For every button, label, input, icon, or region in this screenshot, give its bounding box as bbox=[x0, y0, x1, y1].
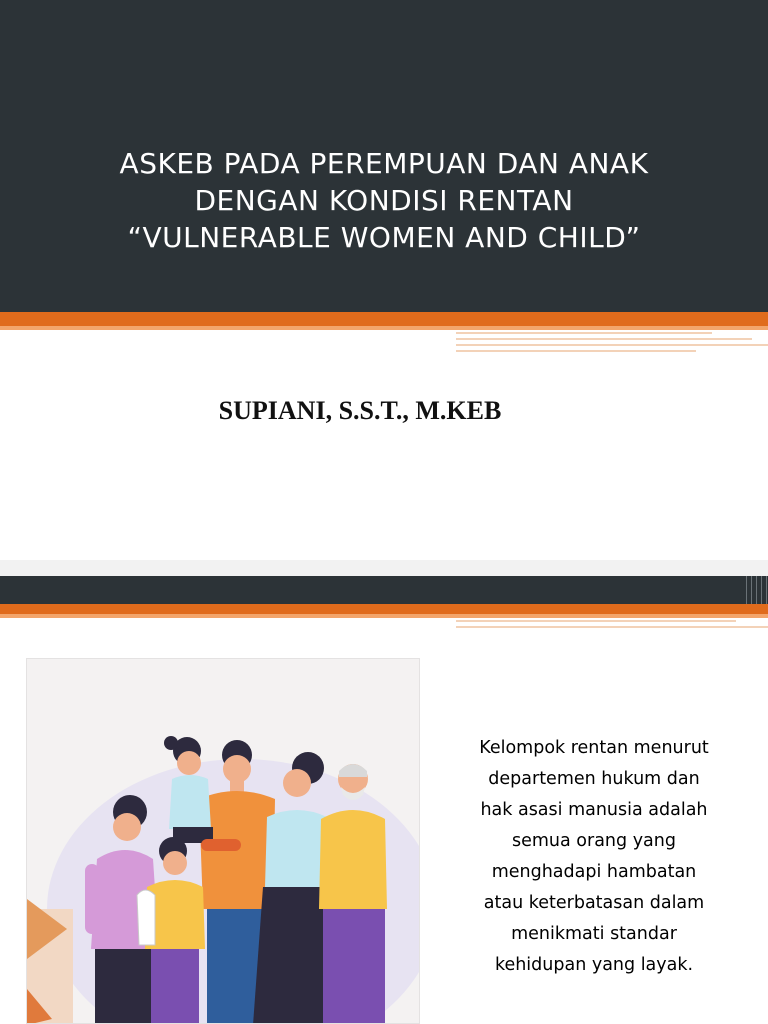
title-line-2: DENGAN KONDISI RENTAN bbox=[194, 184, 574, 217]
body-line-8: kehidupan yang layak. bbox=[494, 955, 694, 975]
body-line-3: hak asasi manusia adalah bbox=[480, 800, 708, 820]
body-paragraph bbox=[438, 733, 750, 981]
body-line-4: semua orang yang bbox=[512, 831, 676, 851]
family-illustration-icon bbox=[26, 658, 420, 1024]
author-name: SUPIANI, S.S.T., M.KEB bbox=[218, 396, 502, 425]
title-line-3: “VULNERABLE WOMEN AND CHILD” bbox=[127, 221, 641, 254]
slide-divider bbox=[0, 560, 768, 576]
slide-title-heading bbox=[40, 145, 728, 256]
title-line-1: ASKEB PADA PEREMPUAN DAN ANAK bbox=[119, 147, 649, 180]
accent-lines bbox=[456, 330, 768, 354]
slide2-orange-band bbox=[0, 604, 768, 614]
body-line-1: Kelompok rentan menurut bbox=[479, 738, 709, 758]
slide2-header-band bbox=[0, 576, 768, 604]
slide-content bbox=[0, 576, 768, 1024]
body-line-7: menikmati standar bbox=[511, 924, 677, 944]
body-line-6: atau keterbatasan dalam bbox=[483, 893, 705, 913]
header-ticks bbox=[744, 576, 768, 604]
body-line-5: menghadapi hambatan bbox=[491, 862, 697, 882]
body-line-2: departemen hukum dan bbox=[488, 769, 700, 789]
orange-accent-band bbox=[0, 312, 768, 326]
slide2-accent-lines bbox=[456, 618, 768, 632]
